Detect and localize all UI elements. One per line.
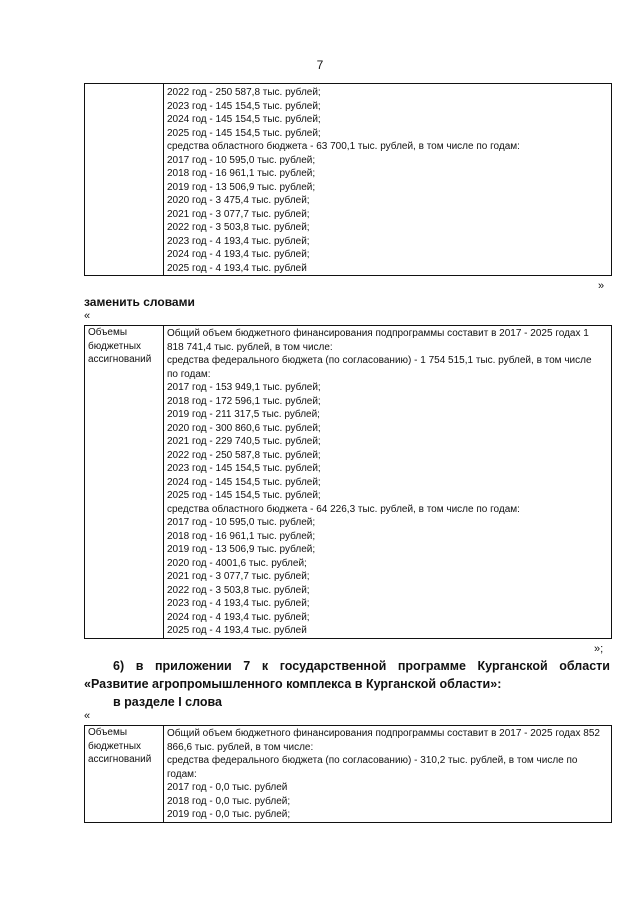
budget-line: 2017 год - 0,0 тыс. рублей bbox=[167, 782, 288, 793]
label-line: ассигнований bbox=[88, 754, 152, 765]
label-line: Объемы bbox=[88, 327, 128, 338]
budget-line: 2020 год - 3 475,4 тыс. рублей; bbox=[167, 195, 310, 206]
item6-line3: в разделе I слова bbox=[113, 695, 222, 709]
budget-line: 2025 год - 4 193,4 тыс. рублей bbox=[167, 625, 307, 636]
budget-line: 2018 год - 0,0 тыс. рублей; bbox=[167, 795, 291, 807]
label-line: ассигнований bbox=[88, 354, 152, 365]
federal-text: средства федерального бюджета (по согласованию) - 310,2 тыс. рублей, в том числе по годам: bbox=[167, 755, 578, 780]
label-cell bbox=[85, 326, 164, 639]
budget-table-continued bbox=[84, 83, 612, 276]
budget-line: 2025 год - 145 154,5 тыс. рублей; bbox=[167, 127, 321, 139]
item6-word: в bbox=[135, 659, 144, 673]
budget-line: 2021 год - 3 077,7 тыс. рублей; bbox=[167, 208, 310, 220]
budget-line: 2018 год - 16 961,1 тыс. рублей; bbox=[167, 168, 316, 179]
budget-line: 2025 год - 4 193,4 тыс. рублей bbox=[167, 262, 307, 274]
budget-line: 2022 год - 3 503,8 тыс. рублей; bbox=[167, 584, 310, 596]
opening-quote: « bbox=[84, 310, 91, 322]
values-lines bbox=[167, 86, 611, 275]
closing-quote: » bbox=[598, 280, 605, 292]
budget-line: 2018 год - 172 596,1 тыс. рублей; bbox=[167, 395, 321, 407]
budget-line: 2017 год - 10 595,0 тыс. рублей; bbox=[167, 517, 316, 528]
closing-quote-semicolon: »; bbox=[594, 643, 604, 655]
budget-line: 2020 год - 300 860,6 тыс. рублей; bbox=[167, 422, 321, 434]
budget-table-new bbox=[84, 325, 612, 639]
federal-text: средства федерального бюджета (по согласованию) - 1 754 515,1 тыс. рублей, в том числе по годам: bbox=[167, 355, 592, 380]
budget-line: 2024 год - 4 193,4 тыс. рублей; bbox=[167, 611, 310, 623]
item6-word: 7 bbox=[243, 659, 251, 673]
budget-line: 2021 год - 3 077,7 тыс. рублей; bbox=[167, 571, 310, 582]
values-cell bbox=[164, 84, 612, 276]
budget-line: 2022 год - 250 587,8 тыс. рублей; bbox=[167, 87, 321, 98]
budget-line: 2018 год - 16 961,1 тыс. рублей; bbox=[167, 530, 316, 542]
budget-line: 2019 год - 0,0 тыс. рублей; bbox=[167, 809, 291, 820]
budget-line: 2020 год - 4001,6 тыс. рублей; bbox=[167, 557, 307, 569]
budget-table-section1 bbox=[84, 725, 612, 823]
item6-number: 6) bbox=[113, 659, 125, 673]
page-number: 7 bbox=[316, 58, 324, 72]
label-line: бюджетных bbox=[88, 340, 142, 352]
budget-line: 2019 год - 13 506,9 тыс. рублей; bbox=[167, 181, 316, 193]
budget-line: 2017 год - 153 949,1 тыс. рублей; bbox=[167, 382, 321, 393]
item6-word: программе bbox=[397, 659, 466, 673]
budget-line: 2019 год - 13 506,9 тыс. рублей; bbox=[167, 544, 316, 555]
budget-line: 2025 год - 145 154,5 тыс. рублей; bbox=[167, 490, 321, 501]
item6-word: государственной bbox=[279, 659, 387, 673]
label-line: бюджетных bbox=[88, 740, 142, 752]
budget-line: 2023 год - 4 193,4 тыс. рублей; bbox=[167, 235, 310, 247]
budget-line: 2024 год - 145 154,5 тыс. рублей; bbox=[167, 114, 321, 125]
budget-line: 2023 год - 145 154,5 тыс. рублей; bbox=[167, 463, 321, 474]
item6-line1 bbox=[113, 659, 610, 673]
values-cell bbox=[164, 726, 612, 823]
budget-line: средства областного бюджета - 63 700,1 тыс. рублей, в том числе по годам: bbox=[167, 141, 520, 152]
item6-line2: «Развитие агропромышленного комплекса в Курганской области»: bbox=[84, 677, 502, 691]
item6-word: к bbox=[261, 659, 269, 673]
budget-line: 2022 год - 3 503,8 тыс. рублей; bbox=[167, 222, 310, 233]
item6-word: области bbox=[559, 659, 610, 673]
values-lines bbox=[167, 781, 611, 822]
budget-line: 2023 год - 4 193,4 тыс. рублей; bbox=[167, 598, 310, 609]
label-line: Объемы bbox=[88, 727, 128, 738]
budget-line: 2022 год - 250 587,8 тыс. рублей; bbox=[167, 449, 321, 461]
budget-line: 2019 год - 211 317,5 тыс. рублей; bbox=[167, 409, 320, 420]
budget-line: средства областного бюджета - 64 226,3 тыс. рублей, в том числе по годам: bbox=[167, 503, 520, 515]
opening-quote-2: « bbox=[84, 710, 91, 722]
budget-line: 2023 год - 145 154,5 тыс. рублей; bbox=[167, 100, 321, 112]
intro-text: Общий объем бюджетного финансирования подпрограммы составит в 2017 - 2025 годах 852 866,6 тыс. рублей, в том числе: bbox=[167, 728, 600, 753]
budget-line: 2024 год - 145 154,5 тыс. рублей; bbox=[167, 476, 321, 488]
intro-text: Общий объем бюджетного финансирования подпрограммы составит в 2017 - 2025 годах 1 818 741,4 тыс. рублей, в том числе: bbox=[167, 328, 589, 353]
label-cell-empty bbox=[85, 84, 164, 276]
item6-word: Курганской bbox=[477, 659, 548, 673]
replace-heading: заменить словами bbox=[84, 295, 195, 309]
budget-line: 2021 год - 229 740,5 тыс. рублей; bbox=[167, 436, 321, 447]
label-cell bbox=[85, 726, 164, 823]
budget-line: 2017 год - 10 595,0 тыс. рублей; bbox=[167, 154, 316, 166]
values-cell bbox=[164, 326, 612, 639]
values-lines bbox=[167, 381, 611, 638]
budget-line: 2024 год - 4 193,4 тыс. рублей; bbox=[167, 249, 310, 260]
item6-word: приложении bbox=[155, 659, 232, 673]
